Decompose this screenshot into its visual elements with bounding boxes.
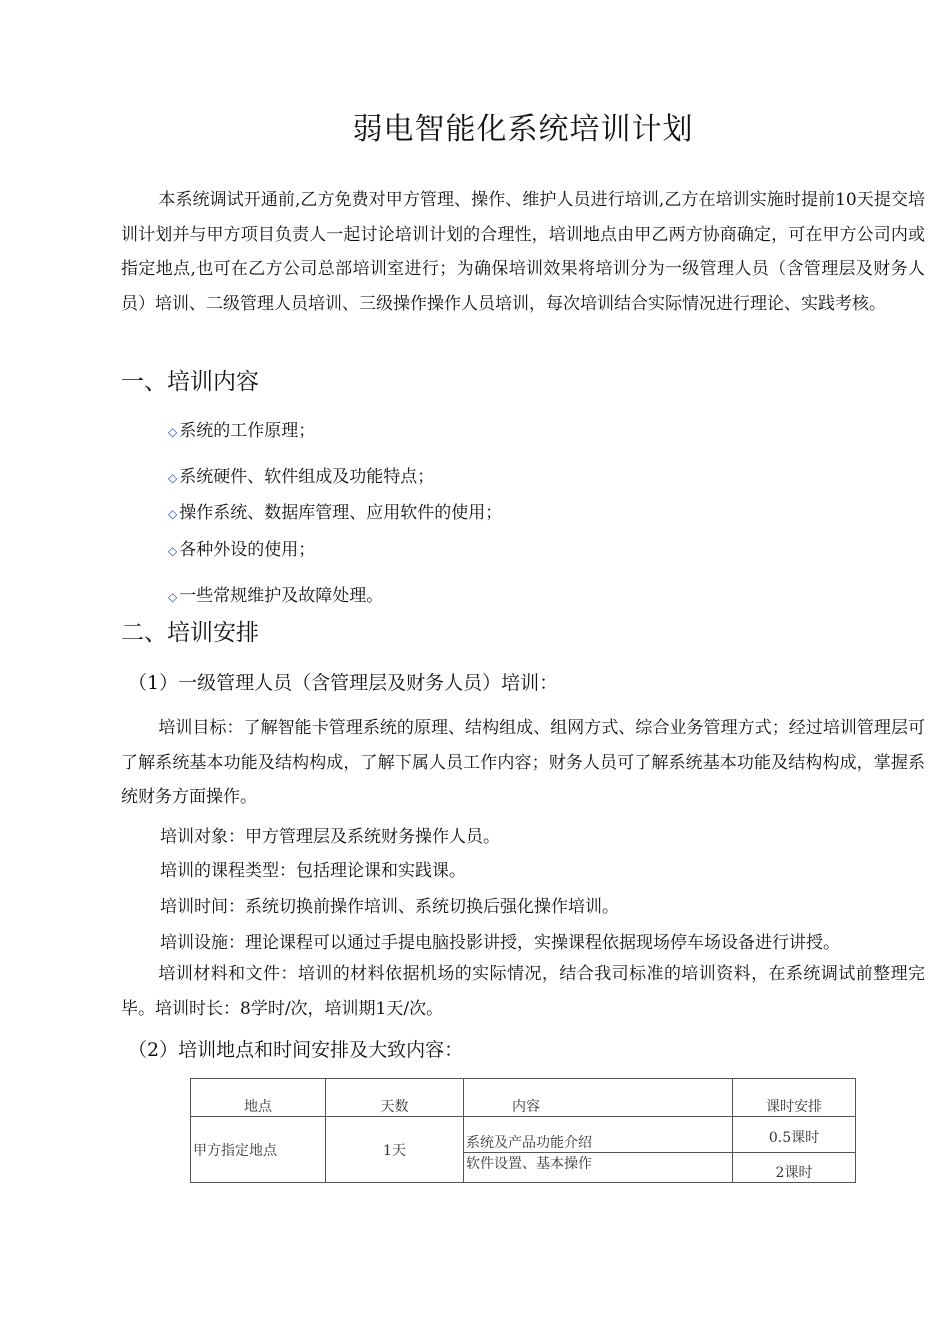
training-time: 培训时间：系统切换前操作培训、系统切换后强化操作培训。 [160, 897, 619, 917]
section-heading-content: 一、培训内容 [121, 369, 259, 395]
table-cell-location: 甲方指定地点 [191, 1117, 326, 1183]
training-target: 培训对象：甲方管理层及系统财务操作人员。 [160, 827, 500, 847]
section-heading-arrangement: 二、培训安排 [121, 620, 259, 646]
list-item [168, 581, 383, 606]
table-header-cell: 课时安排 [733, 1079, 856, 1117]
table-cell-content: 系统及产品功能介绍 [464, 1117, 733, 1153]
table-cell-days: 1天 [326, 1117, 464, 1183]
table-header-cell: 天数 [326, 1079, 464, 1117]
list-item-text: 系统的工作原理； [179, 421, 316, 441]
diamond-bullet-icon: ◇ [168, 471, 178, 485]
table-cell-hours: 2课时 [733, 1153, 856, 1183]
subsection-heading-schedule: （2）培训地点和时间安排及大致内容： [128, 1039, 464, 1061]
table-header-row [191, 1079, 856, 1117]
diamond-bullet-icon: ◇ [168, 425, 178, 439]
training-materials: 培训材料和文件：培训的材料依据机场的实际情况，结合我司标准的培训资料，在系统调试前整理完毕。培训时长：8学时/次，培训期1天/次。 [121, 964, 925, 1019]
list-item [168, 498, 502, 523]
training-course-type: 培训的课程类型：包括理论课和实践课。 [160, 861, 466, 881]
schedule-table [190, 1078, 856, 1183]
table-cell-hours: 0.5课时 [733, 1117, 856, 1153]
table-cell-content: 软件设置、基本操作 [464, 1153, 733, 1183]
subsection-heading-level1: （1）一级管理人员（含管理层及财务人员）培训： [128, 672, 559, 694]
training-goal: 培训目标：了解智能卡管理系统的原理、结构组成、组网方式、综合业务管理方式；经过培训管理层可了解系统基本功能及结构构成，了解下属人员工作内容；财务人员可了解系统基本功能及结构构成，掌握系统财务方面操作。 [121, 718, 925, 808]
list-item [168, 535, 315, 560]
list-item-text: 各种外设的使用； [179, 540, 316, 560]
list-item-text: 系统硬件、软件组成及功能特点； [179, 467, 435, 487]
diamond-bullet-icon: ◇ [168, 507, 178, 521]
page-title: 弱电智能化系统培训计划 [352, 112, 694, 147]
list-item [168, 462, 434, 487]
training-facility: 培训设施：理论课程可以通过手提电脑投影讲授，实操课程依据现场停车场设备进行讲授。 [160, 933, 840, 953]
diamond-bullet-icon: ◇ [168, 590, 178, 604]
list-item-text: 操作系统、数据库管理、应用软件的使用； [179, 503, 503, 523]
intro-paragraph: 本系统调试开通前,乙方免费对甲方管理、操作、维护人员进行培训,乙方在培训实施时提前10天提交培训计划并与甲方项目负责人一起讨论培训计划的合理性，培训地点由甲乙两方协商确定，可在甲方公司内或指定地点,也可在乙方公司总部培训室进行；为确保培训效果将培训分为一级管理人员（含管理层及财务人员）培训、二级管理人员培训、三级操作操作人员培训，每次培训结合实际情况进行理论、实践考核。 [121, 190, 925, 314]
table-header-cell: 地点 [191, 1079, 326, 1117]
list-item-text: 一些常规维护及故障处理。 [179, 586, 384, 606]
table-row [191, 1117, 856, 1153]
table-header-cell: 内容 [464, 1079, 733, 1117]
diamond-bullet-icon: ◇ [168, 544, 178, 558]
list-item [168, 416, 315, 441]
